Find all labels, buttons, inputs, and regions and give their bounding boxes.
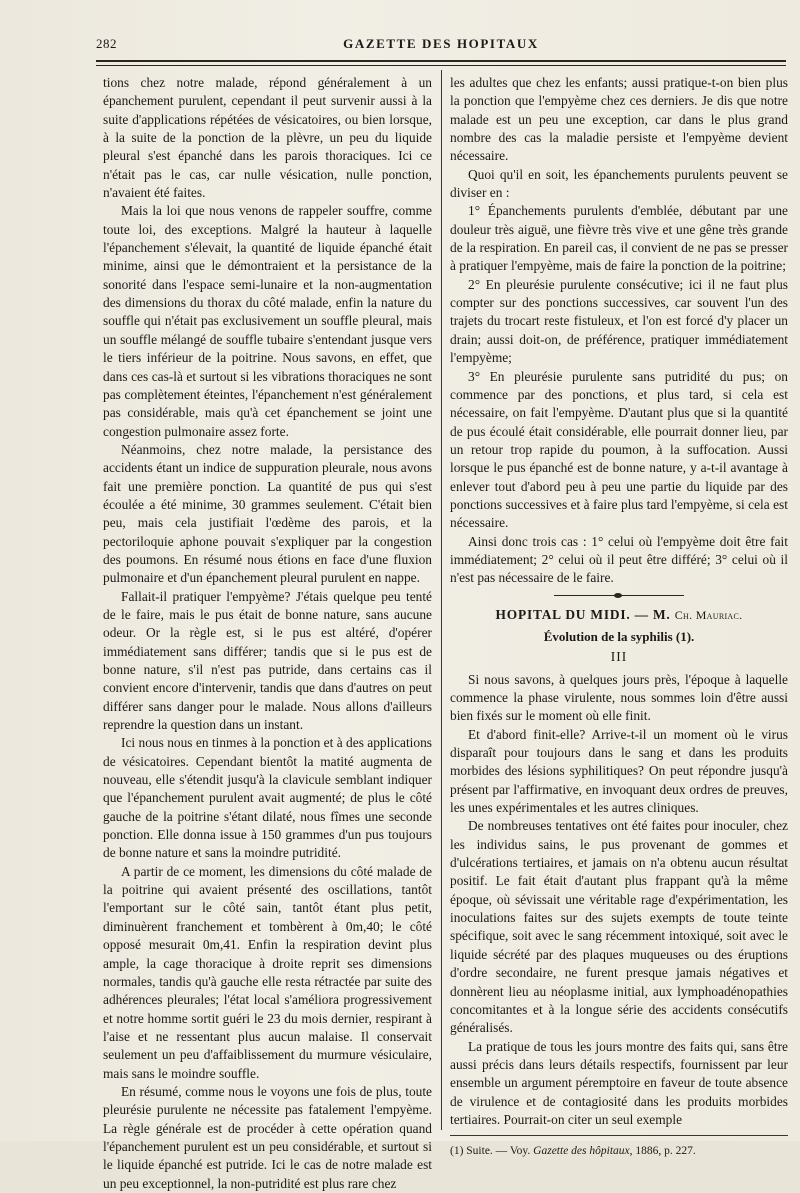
paragraph: Mais la loi que nous venons de rappeler souffre, comme toute loi, des exceptions. Malgré la hauteur à laquelle l'épanchement s'élevait, la quantité de liquide épanché était minime, ainsi que le démontraient et la persistance de la sonorité dans l'espace semi-lunaire et la non-augmentation des dimensions du thorax du côté malade, enfin la nature du souffle qui n'était pas exclusivement un souffle pleural, mais un souffle mélangé de souffle tubaire s'entendant jusque vers le tiers inférieur de la poitrine. Nous savons, en effet, que dans ces cas-là et surtout si les vibrations thoraciques ne sont pas complètement éteintes, l'épanchement n'est généralement pas considérable, mais qu'à cet épanchement se joint une congestion pulmonaire assez forte. bbox=[103, 203, 432, 439]
header-rule-thick bbox=[96, 60, 786, 62]
paragraph: 2° En pleurésie purulente consécutive; ici il ne faut plus compter sur des ponctions successives, car souvent l'un des trajets du trocart reste fistuleux, et l'on est forcé d'y placer un drain; aussi doit-on, de préférence, pratiquer immédiatement l'empyème; bbox=[450, 276, 788, 366]
footnote-prefix: (1) Suite. — Voy. bbox=[450, 1145, 531, 1158]
page-header bbox=[96, 36, 786, 58]
journal-title: GAZETTE DES HOPITAUX bbox=[343, 36, 539, 51]
column-divider bbox=[441, 70, 442, 1130]
paragraph: tions chez notre malade, répond généralement à un épanchement purulent, cependant il peut survenir aussi à la suite d'applications répétées de vésicatoires, ou bien lorsque, à la suite de la ponction de la plèvre, un peu du liquide pleural s'est épanché dans les parois thoraciques. Ici ce n'était pas le cas, car nulle vésication, nulle ponction, n'avaient été faites. bbox=[103, 75, 432, 201]
paragraph: 3° En pleurésie purulente sans putridité du pus; on commence par des ponctions, et plus tard, si cela est nécessaire, on fait l'empyème. D'autant plus que si la quantité de pus écoulé était considérable, elle pourrait donner lieu, par un retour trop rapide du poumon, à la suffocation. Aussi lorsque le pus épanché est de bonne nature, y a-t-il avantage à enlever tout d'abord peu à peu une partie du liquide par des ponctions successives et à faire plus tard l'empyème, si cela est nécessaire. bbox=[450, 368, 788, 531]
article-part-number: III bbox=[610, 649, 628, 665]
paragraph: les adultes que chez les enfants; aussi pratique-t-on bien plus la ponction que l'empyème chez ces derniers. Je dis que notre malade est un peu une exception, car dans le plus grand nombre des cas la maladie persiste et l'empyème devient nécessaire. bbox=[450, 75, 788, 164]
header-rule-thin bbox=[96, 65, 786, 66]
paragraph: Fallait-il pratiquer l'empyème? J'étais quelque peu tenté de le faire, mais le pus était de bonne nature, sans aucune odeur. Or la règle est, si le pus est altéré, d'opérer immédiatement sans différer; tandis que si le pus est de bonne nature, s'il n'est pas putride, dans certains cas il convient encore d'intervenir, tandis que dans d'autres on peut différer sans danger pour le malade. Nous allons d'ailleurs reprendre la question dans un instant. bbox=[103, 588, 432, 733]
hospital-name: HOPITAL DU MIDI. — M. bbox=[495, 606, 671, 622]
footnote-suffix: , 1886, p. 227. bbox=[629, 1145, 696, 1158]
footnote-rule bbox=[450, 1135, 788, 1136]
footnote-journal: Gazette des hôpitaux bbox=[533, 1145, 630, 1158]
left-column bbox=[103, 74, 432, 1193]
paragraph: Ainsi donc trois cas : 1° celui où l'empyème doit être fait immédiatement; 2° celui où il peut être différé; 3° celui où il n'est pas nécessaire de le faire. bbox=[450, 533, 788, 586]
paragraph: Si nous savons, à quelques jours près, l'époque à laquelle commence la phase virulente, nous sommes loin d'être aussi bien fixés sur le moment où elle finit. bbox=[450, 671, 788, 724]
article-title: Évolution de la syphilis (1). bbox=[543, 628, 695, 644]
paragraph: De nombreuses tentatives ont été faites pour inoculer, chez les individus sains, le pus provenant de gommes et d'ulcérations tertiaires, et jamais on n'a obtenu aucun résultat positif. Le fait était d'autant plus frappant qu'à la même époque, où sévissait une véritable rage d'expérimentation, les inoculations faites sur des sujets exempts de toute teinte spécifique, soit avec le sang récemment intoxiqué, soit avec le liquide sécrété par des plaques muqueuses ou des éruptions d'ordre secondaire, ne furent presque jamais négatives et donnèrent lieu au néoplasme initial, aux lymphoadénopathies concomitantes et à la longue série des accidents consécutifs généralisés. bbox=[450, 818, 788, 1036]
page-number: 282 bbox=[96, 36, 117, 51]
right-column bbox=[450, 74, 788, 1159]
paragraph: Quoi qu'il en soit, les épanchements purulents peuvent se diviser en : bbox=[450, 166, 788, 201]
footnote bbox=[450, 1144, 788, 1159]
paragraph: 1° Épanchements purulents d'emblée, débutant par une douleur très aiguë, une fièvre très vive et une gêne très grande de la respiration. En pareil cas, il convient de ne pas se presser à pratiquer l'empyème, mais de faire la ponction de la poitrine; bbox=[450, 203, 788, 274]
paragraph: Néanmoins, chez notre malade, la persistance des accidents étant un indice de suppuration pleurale, nous avons fait une première ponction. La quantité de pus qui s'est écoulée a été minime, 30 grammes seulement. C'était bien peu, mais cela justifiait l'œdème des parois, et la pectoriloquie aphone pouvait s'expliquer par la congestion des poumons. En résumé nous étions en face d'une fluxion pulmonaire et d'un épanchement pleural purulent en nappe. bbox=[103, 441, 432, 586]
paragraph: La pratique de tous les jours montre des faits qui, sans être aussi précis dans leurs détails respectifs, fournissent par leur ensemble un argument péremptoire en faveur de toute absence de virulence et de contagiosité dans les produits morbides tertiaires. Pourrait-on citer un seul exemple bbox=[450, 1038, 788, 1127]
paragraph: Ici nous nous en tinmes à la ponction et à des applications de vésicatoires. Cependant bientôt la matité augmenta de nouveau, elle s'étendit jusqu'à la clavicule semblant indiquer que l'épanchement purulent avait augmenté; de plus le côté gauche de la poitrine s'étant dilaté, nous fîmes une seconde ponction. Elle donna issue à 150 grammes d'un pus toujours de bonne nature et sans la moindre putridité. bbox=[103, 735, 432, 861]
paragraph: En résumé, comme nous le voyons une fois de plus, toute pleurésie purulente ne nécessite pas fatalement l'empyème. La règle générale est de procéder à cette opération quand l'épanchement purulent est un peu considérable, et surtout si le liquide épanché est putride. Ici le cas de notre malade est un peu exceptionnel, la non-putridité est plus rare chez bbox=[103, 1083, 432, 1191]
paragraph: A partir de ce moment, les dimensions du côté malade de la poitrine qui avaient présenté des oscillations, tantôt l'emportant sur le côté sain, tantôt étant plus petit, diminuèrent franchement et tombèrent à 0m,40; le côté opposé mesurait 0m,41. Enfin la respiration devint plus ample, la cage thoracique à droite reprit ses dimensions normales, tandis qu'à gauche elle resta rétractée par suite des adhérences pleurales; l'état local s'améliora progressivement et notre homme sortit guéri le 23 du mois dernier, respirant à l'aise et ne ressentant plus aucun malaise. Il conservait seulement un peu d'affaiblissement du murmure vésiculaire, mais sans le moindre souffle. bbox=[103, 863, 432, 1081]
section-heading bbox=[450, 606, 788, 624]
section-separator bbox=[554, 595, 684, 596]
paragraph: Et d'abord finit-elle? Arrive-t-il un moment où le virus disparaît pour toujours dans le sang et dans les produits morbides des lésions syphilitiques? On peut répondre jusqu'à présent par l'affirmative, en invoquant deux ordres de preuves, les unes expérimentales et les autres cliniques. bbox=[450, 726, 788, 816]
author-name: Ch. Mauriac. bbox=[674, 607, 743, 622]
